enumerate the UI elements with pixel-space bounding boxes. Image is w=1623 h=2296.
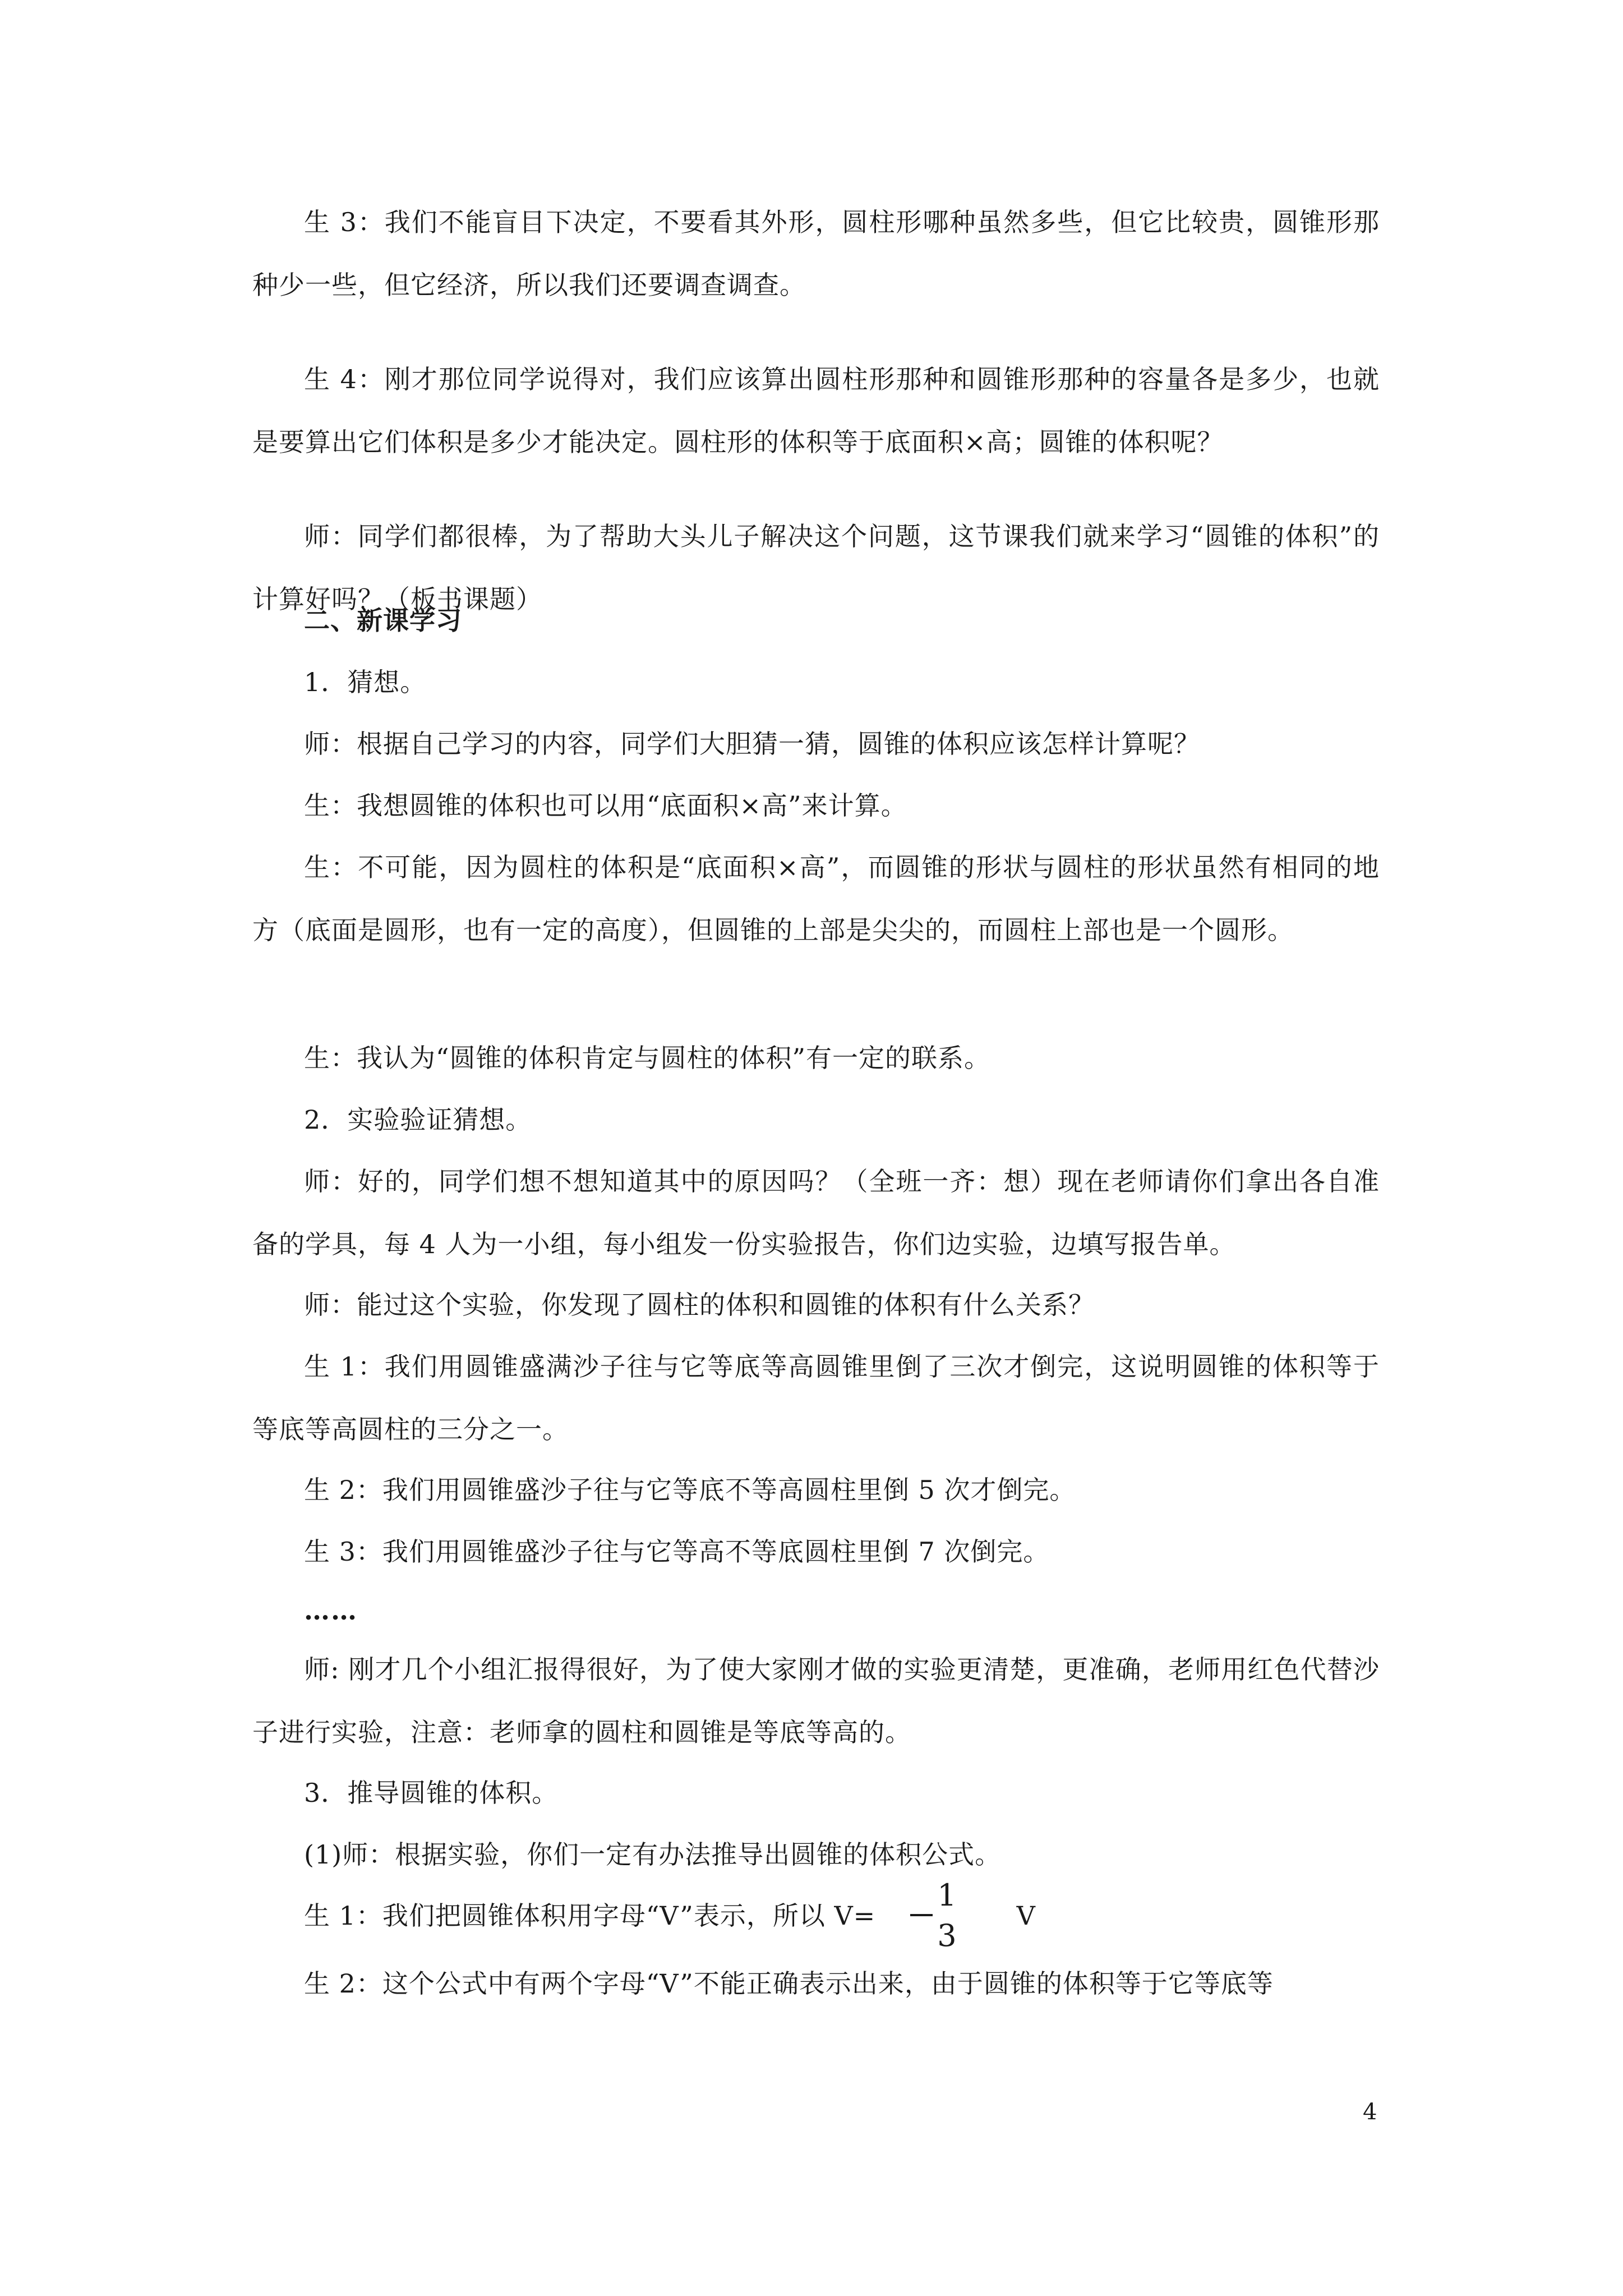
- paragraph-teacher-intro: 师：同学们都很棒，为了帮助大头儿子解决这个问题，这节课我们就来学习“圆锥的体积”的计算好吗？（板书课题）: [252, 521, 1380, 614]
- fraction-numerator: 1: [937, 1878, 957, 1913]
- formula-prefix: 生 1：我们把圆锥体积用字母“V”表示，所以 V=: [304, 1901, 876, 1931]
- formula-suffix: V: [1016, 1901, 1036, 1931]
- paragraph-group3-report: 生 3：我们用圆锥盛沙子往与它等高不等底圆柱里倒 7 次倒完。: [304, 1536, 1050, 1567]
- paragraph-student-guess1: 生：我想圆锥的体积也可以用“底面积×高”来计算。: [304, 790, 907, 821]
- paragraph-teacher-experiment: 师：好的，同学们想不想知道其中的原因吗？（全班一齐：想）现在老师请你们拿出各自准备的学具，每 4 人为一小组，每小组发一份实验报告，你们边实验，边填写报告单。: [252, 1166, 1380, 1259]
- paragraph-student-guess2: 生：不可能，因为圆柱的体积是“底面积×高”，而圆锥的形状与圆柱的形状虽然有相同的地方（底面是圆形，也有一定的高度），但圆锥的上部是尖尖的，而圆柱上部也是一个圆形。: [252, 852, 1380, 945]
- paragraph-teacher-demo: 师: 刚才几个小组汇报得很好，为了使大家刚才做的实验更清楚，更准确，老师用红色代替沙子进行实验，注意：老师拿的圆柱和圆锥是等底等高的。: [252, 1654, 1380, 1747]
- paragraph-group2-report: 生 2：我们用圆锥盛沙子往与它等底不等高圆柱里倒 5 次才倒完。: [304, 1475, 1076, 1505]
- paragraph-student2-formula: 生 2：这个公式中有两个字母“V”不能正确表示出来，由于圆锥的体积等于它等底等: [304, 1968, 1274, 1999]
- subheading-guess: 1．猜想。: [304, 667, 427, 697]
- paragraph-teacher-guess: 师：根据自己学习的内容，同学们大胆猜一猜，圆锥的体积应该怎样计算呢？: [304, 729, 1200, 759]
- page-number: 4: [1363, 2099, 1377, 2125]
- paragraph-teacher-derive: (1)师：根据实验，你们一定有办法推导出圆锥的体积公式。: [304, 1839, 1002, 1870]
- fraction-denominator: 3: [937, 1918, 957, 1953]
- paragraph-student3: 生 3：我们不能盲目下决定，不要看其外形，圆柱形哪种虽然多些，但它比较贵，圆锥形那种少一些，但它经济，所以我们还要调查调查。: [252, 207, 1380, 300]
- subheading-experiment: 2．实验验证猜想。: [304, 1105, 532, 1135]
- ellipsis: ……: [304, 1595, 358, 1626]
- paragraph-student-guess3: 生：我认为“圆锥的体积肯定与圆柱的体积”有一定的联系。: [304, 1043, 991, 1073]
- paragraph-teacher-question: 师：能过这个实验，你发现了圆柱的体积和圆锥的体积有什么关系？: [304, 1290, 1095, 1320]
- paragraph-group1-report: 生 1：我们用圆锥盛满沙子往与它等底等高圆锥里倒了三次才倒完，这说明圆锥的体积等于等底等高圆柱的三分之一。: [252, 1351, 1380, 1444]
- formula-paragraph: [252, 1876, 1380, 1955]
- fraction-one-third: [886, 1880, 957, 1951]
- paragraph-student4: 生 4：刚才那位同学说得对，我们应该算出圆柱形那种和圆锥形那种的容量各是多少，也就是要算出它们体积是多少才能决定。圆柱形的体积等于底面积×高；圆锥的体积呢？: [252, 364, 1380, 457]
- section-heading-new-lesson: 二、新课学习: [304, 605, 462, 636]
- subheading-derive: 3．推导圆锥的体积。: [304, 1778, 559, 1808]
